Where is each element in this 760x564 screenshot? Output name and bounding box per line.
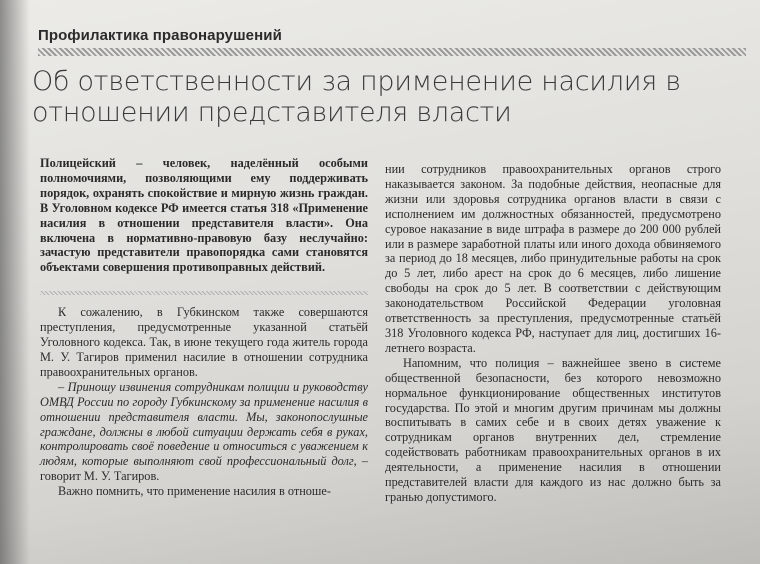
paragraph-conclusion: Напомним, что полиция – важнейшее звено в системе общественной безопасности, без которого невозможно нормальное функционирование общественных институтов государства. По этой и многим другим причинам мы должны воспитывать в самих себе и в своих детях уважение к сотрудникам органов внутренних дел, стремление содействовать работникам правоохранительных органов в их деятельности, а применение насилия в отношении представителей власти для каждого из нас должно быть за гранью допустимого. [385, 355, 721, 504]
paragraph-quote [40, 380, 368, 484]
left-column [40, 156, 368, 499]
paragraph-punishment: нии сотрудников правоохранительных органов строго наказывается законом. За подобные действия, неопасные для жизни или здоровья сотрудника органов власти в связи с исполнением им должностных обязанностей, предусмотрено суровое наказание в виде штрафа в размере до 200 000 рублей или в размере заработной платы или иного дохода обвиняемого за период до 18 месяцев, либо принудительные работы на срок до 5 лет, либо арест на срок до 6 месяцев, либо лишение свободы на срок до 5 лет. В соответствии с действующим законодательством Российской Федерации уголовная ответственность за преступления, предусмотренные статьёй 318 Уголовного кодекса РФ, наступает для лиц, достигших 16-летнего возраста. [385, 162, 721, 355]
article-headline: Об ответственности за применение насилия в отношении представителя власти [32, 66, 681, 128]
paragraph-incident: К сожалению, в Губкинском также совершаются преступления, предусмотренные указанной статьёй Уголовного кодекса. Так, в июне текущего года житель города М. У. Тагиров применил насилие в отношении сотрудника правоохранительных органов. [40, 305, 368, 379]
article-lead: Полицейский – человек, наделённый особыми полномочиями, позволяющими ему поддерживать порядок, охранять спокойствие и мирную жизнь граждан. В Уголовном кодексе РФ имеется статья 318 «Применение насилия в отношении представителя власти». Она включена в нормативно-правовую базу неслучайно: зачастую представители правопорядка сами становятся объектами совершения противоправных действий. [40, 156, 368, 275]
page-edge-shadow [0, 0, 30, 564]
lead-divider [40, 291, 368, 295]
rubric-divider [38, 48, 746, 56]
paragraph-important: Важно помнить, что применение насилия в отноше- [58, 484, 331, 499]
quote-attribution: – говорит М. У. Тагиров. [40, 454, 368, 484]
section-rubric: Профилактика правонарушений [38, 27, 282, 44]
right-column [385, 162, 721, 505]
quote-text: – Приношу извинения сотрудникам полиции и руководству ОМВД России по городу Губкинскому за применение насилия в отношении представителя власти. Мы, законопослушные граждане, должны в любой ситуации держать себя в руках, контролировать своё поведение и относиться с уважением к людям, которые выполняют свой профессиональный долг, [40, 379, 368, 469]
